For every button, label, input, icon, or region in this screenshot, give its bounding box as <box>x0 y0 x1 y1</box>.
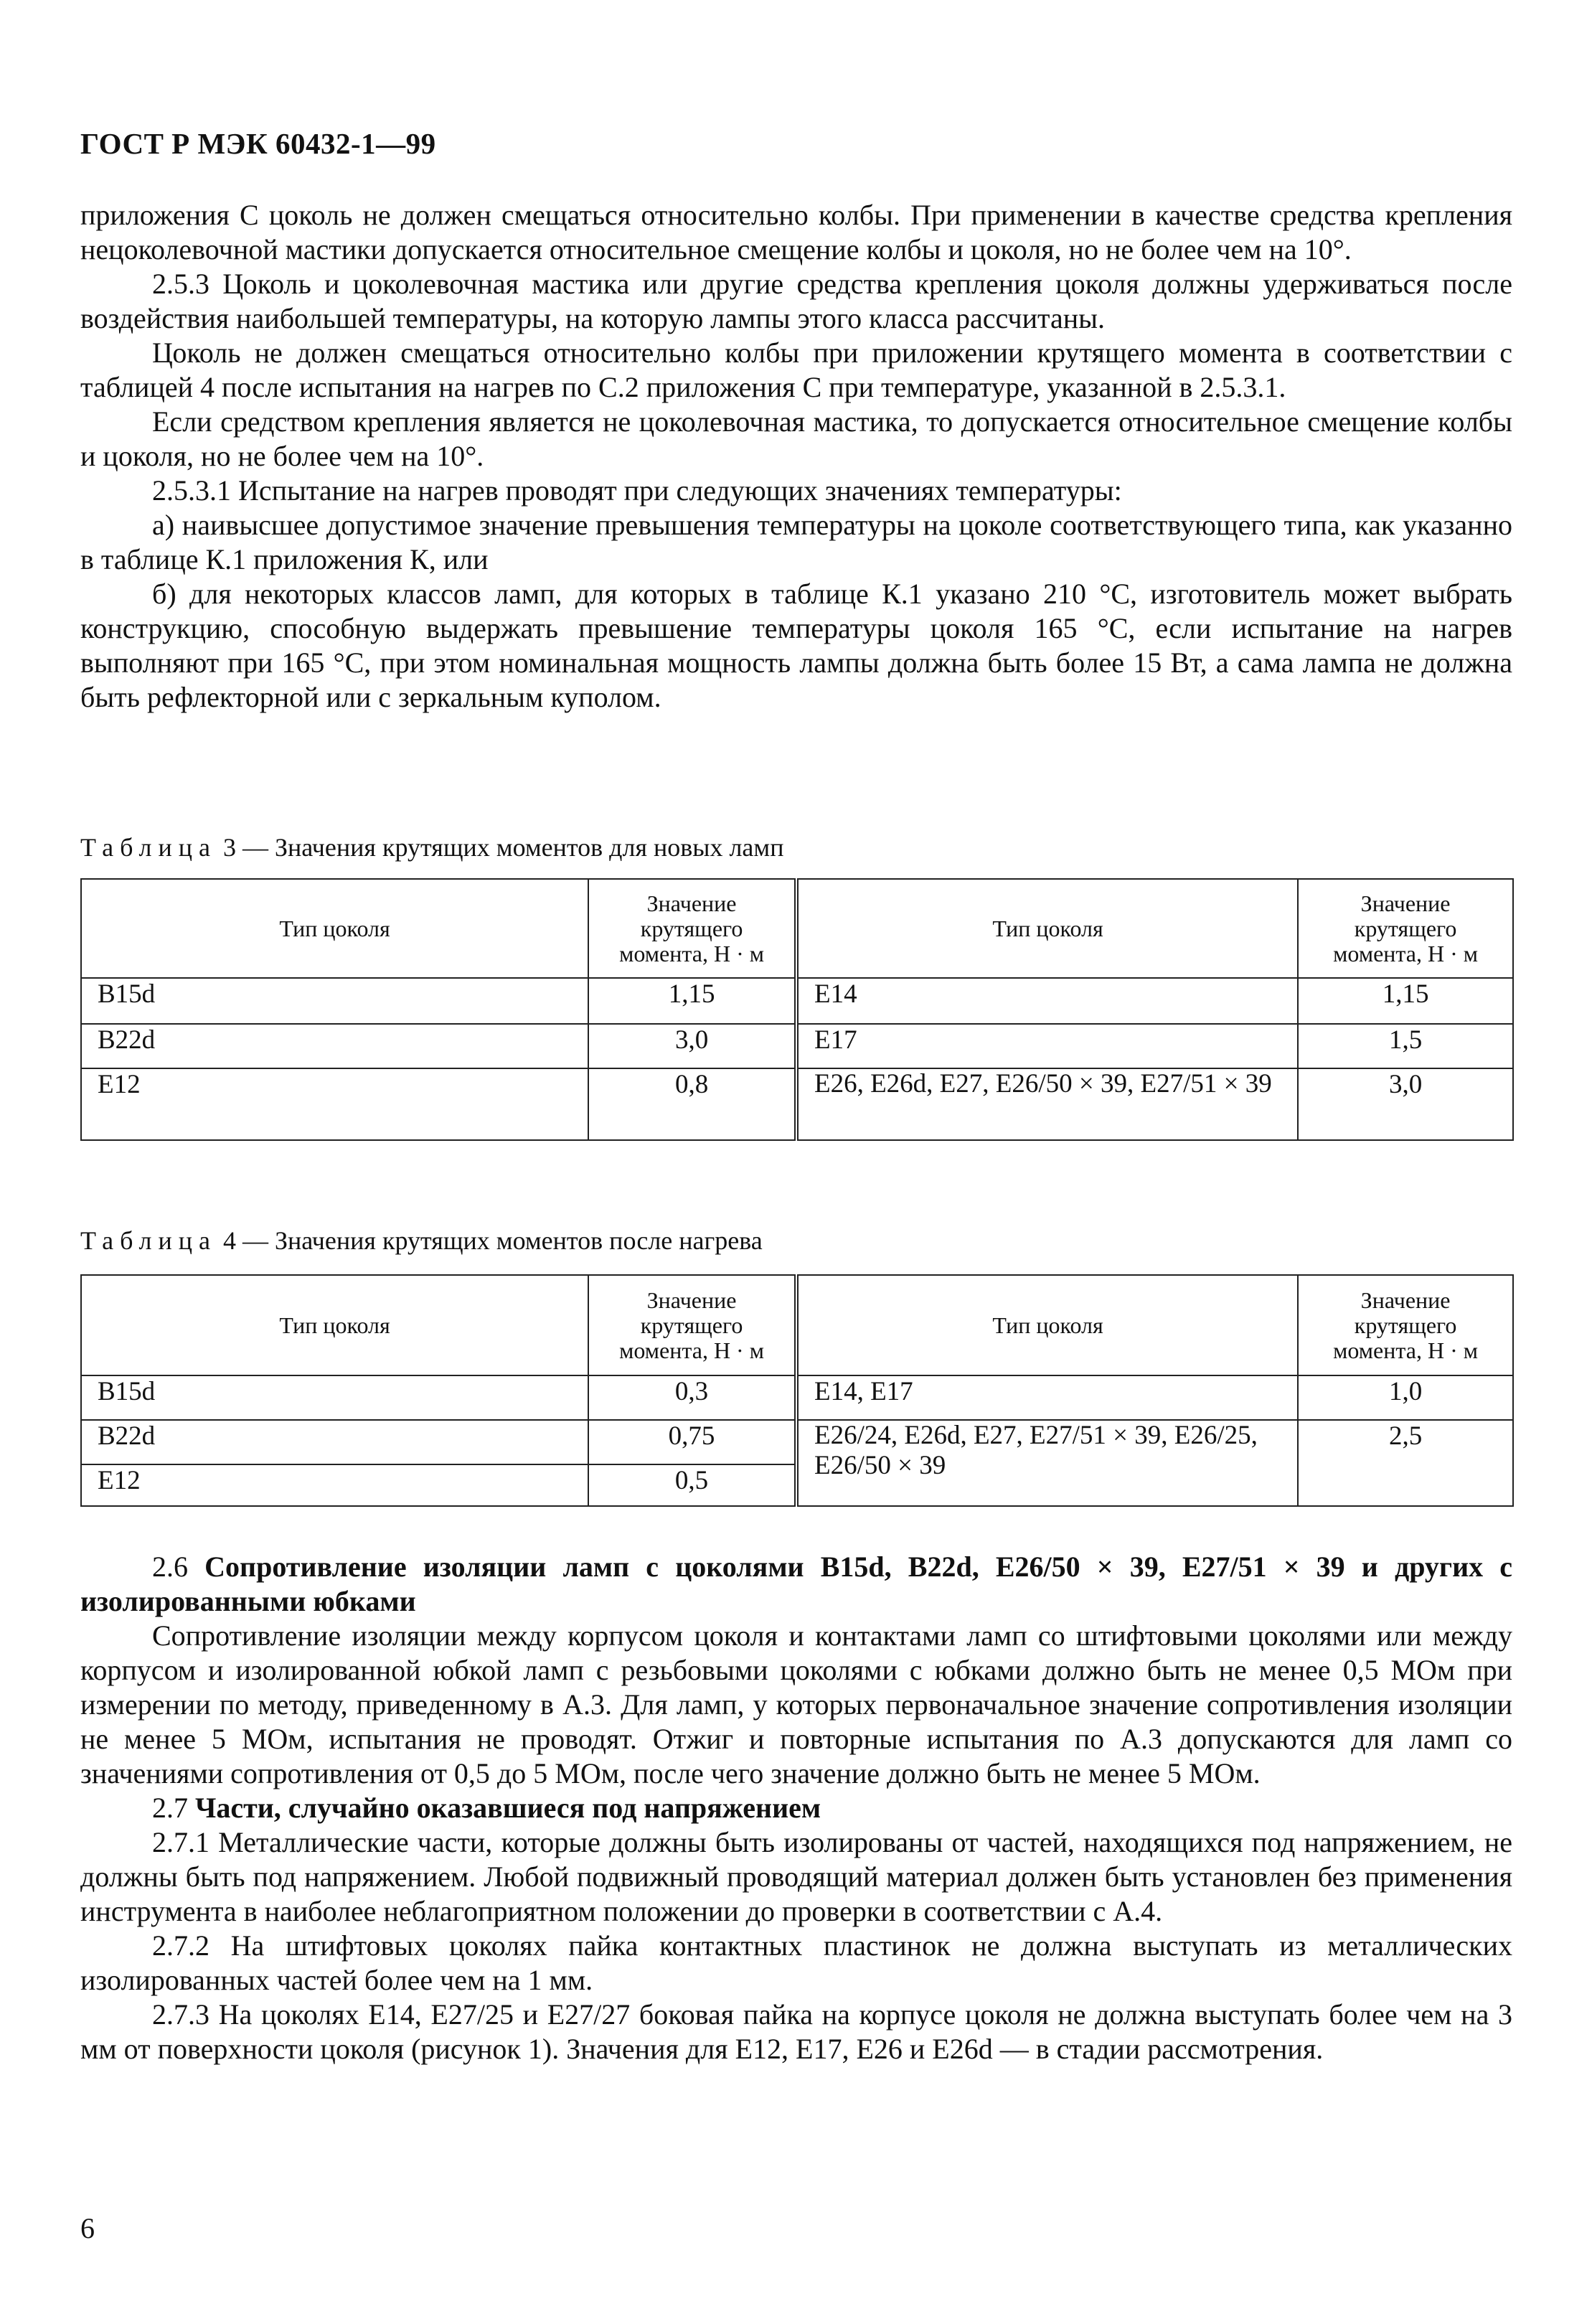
header-cell-type: Тип цоколя <box>796 1275 1298 1375</box>
cell-type: B15d <box>81 1375 588 1420</box>
document-header: ГОСТ Р МЭК 60432-1—99 <box>80 127 436 160</box>
page-number: 6 <box>80 2212 95 2244</box>
header-cell-value: Значение крутящего момента, Н · м <box>1298 879 1513 978</box>
cell-value: 1,0 <box>1298 1375 1513 1420</box>
table-header-row <box>81 1275 1513 1375</box>
cell-type: E12 <box>81 1068 588 1140</box>
cell-value: 3,0 <box>1298 1068 1513 1140</box>
header-cell-type: Тип цоколя <box>796 879 1298 978</box>
table3-caption-label: Таблица <box>80 833 217 862</box>
cell-type: B22d <box>81 1420 588 1464</box>
paragraph: 2.7.3 На цоколях E14, E27/25 и E27/27 боковая пайка на корпусе цоколя не должна выступать более чем на 3 мм от поверхности цоколя (рисунок 1). Значения для E12, E17, E26 и E26d — в стадии рассмотрения. <box>80 1998 1512 2065</box>
table4-caption-text: 4 — Значения крутящих моментов после нагрева <box>216 1226 763 1255</box>
table-row <box>81 1024 1513 1068</box>
table-header-row <box>81 879 1513 978</box>
cell-type: E17 <box>796 1024 1298 1068</box>
paragraph: 2.7.2 На штифтовых цоколях пайка контактных пластинок не должна выступать из металлических изолированных частей более чем на 1 мм. <box>80 1929 1512 1996</box>
section-2-6-heading <box>80 1550 1512 1619</box>
table3-caption-text: 3 — Значения крутящих моментов для новых ламп <box>216 833 784 862</box>
section-title: Части, случайно оказавшиеся под напряжением <box>195 1792 821 1824</box>
section-number: 2.7 <box>152 1792 195 1824</box>
paragraph: Цоколь не должен смещаться относительно колбы при приложении крутящего момента в соответствии с таблицей 4 после испытания на нагрев по С.2 приложения С при температуре, указанной в 2.5.3.1. <box>80 337 1512 403</box>
header-cell-type: Тип цоколя <box>81 879 588 978</box>
paragraph: 2.5.3 Цоколь и цоколевочная мастика или другие средства крепления цоколя должны удерживаться после воздействия наибольшей температуры, на которую лампы этого класса рассчитаны. <box>80 268 1512 334</box>
cell-type: E14, E17 <box>796 1375 1298 1420</box>
table4-caption <box>80 1225 763 1256</box>
paragraph: б) для некоторых классов ламп, для которых в таблице К.1 указано 210 °С, изготовитель может выбрать конструкцию, способную выдержать превышение температуры цоколя 165 °С, если испытание на нагрев выполняют при 165 °С, при этом номинальная мощность лампы должна быть более 15 Вт, а сама лампа не должна быть рефлекторной или с зеркальным куполом. <box>80 578 1512 713</box>
cell-type: E26, E26d, E27, E26/50 × 39, E27/51 × 39 <box>796 1068 1298 1140</box>
paragraph: Сопротивление изоляции между корпусом цоколя и контактами ламп со штифтовыми цоколями или между корпусом и изолированной юбкой ламп с резьбовыми цоколями с юбками должно быть не менее 0,5 МОм при измерении по методу, приведенному в А.3. Для ламп, у которых первоначальное значение сопротивления изоляции не менее 5 МОм, испытания не проводят. Отжиг и повторные испытания по А.3 допускаются для ламп со значениями сопротивления от 0,5 до 5 МОм, после чего значение должно быть не менее 5 МОм. <box>80 1619 1512 1789</box>
table-row <box>81 978 1513 1024</box>
paragraph: приложения С цоколь не должен смещаться относительно колбы. При применении в качестве средства крепления нецоколевочной мастики допускается относительное смещение колбы и цоколя, но не более чем на 10°. <box>80 199 1512 265</box>
cell-value: 2,5 <box>1298 1420 1513 1506</box>
table-row <box>81 1420 1513 1464</box>
cell-type: B15d <box>81 978 588 1024</box>
cell-value: 1,15 <box>588 978 796 1024</box>
table4-caption-label: Таблица <box>80 1226 217 1255</box>
header-cell-value: Значение крутящего момента, Н · м <box>588 879 796 978</box>
section-number: 2.6 <box>152 1551 205 1583</box>
table3-caption <box>80 832 783 862</box>
paragraph: а) наивысшее допустимое значение превышения температуры на цоколе соответствующего типа, как указанно в таблице К.1 приложения К, или <box>80 509 1512 575</box>
cell-value: 0,8 <box>588 1068 796 1140</box>
intro-text <box>80 198 1512 715</box>
header-cell-value: Значение крутящего момента, Н · м <box>1298 1275 1513 1375</box>
header-cell-value: Значение крутящего момента, Н · м <box>588 1275 796 1375</box>
paragraph: Если средством крепления является не цоколевочная мастика, то допускается относительное смещение колбы и цоколя, но не более чем на 10°. <box>80 405 1512 472</box>
cell-value: 0,75 <box>588 1420 796 1464</box>
cell-value: 1,15 <box>1298 978 1513 1024</box>
table3 <box>80 878 1514 1141</box>
cell-type: B22d <box>81 1024 588 1068</box>
cell-type: E12 <box>81 1464 588 1506</box>
cell-value: 0,5 <box>588 1464 796 1506</box>
cell-type: E26/24, E26d, E27, E27/51 × 39, E26/25, E26/50 × 39 <box>796 1420 1298 1506</box>
cell-value: 3,0 <box>588 1024 796 1068</box>
table-row <box>81 1068 1513 1140</box>
table-row <box>81 1375 1513 1420</box>
table4 <box>80 1274 1514 1507</box>
section-title: Сопротивление изоляции ламп с цоколями B15d, B22d, E26/50 × 39, E27/51 × 39 и других с изолированными юбками <box>80 1551 1513 1617</box>
paragraph: 2.5.3.1 Испытание на нагрев проводят при следующих значениях температуры: <box>152 474 1122 507</box>
cell-value: 0,3 <box>588 1375 796 1420</box>
header-cell-type: Тип цоколя <box>81 1275 588 1375</box>
section-2-7-heading <box>80 1791 1512 1825</box>
cell-type: E14 <box>796 978 1298 1024</box>
cell-value: 1,5 <box>1298 1024 1513 1068</box>
paragraph: 2.7.1 Металлические части, которые должны быть изолированы от частей, находящихся под напряжением, не должны быть под напряжением. Любой подвижный проводящий материал должен быть установлен без применения инструмента в наиболее неблагоприятном положении до проверки в соответствии с А.4. <box>80 1826 1512 1927</box>
sections-text <box>80 1550 1512 2066</box>
